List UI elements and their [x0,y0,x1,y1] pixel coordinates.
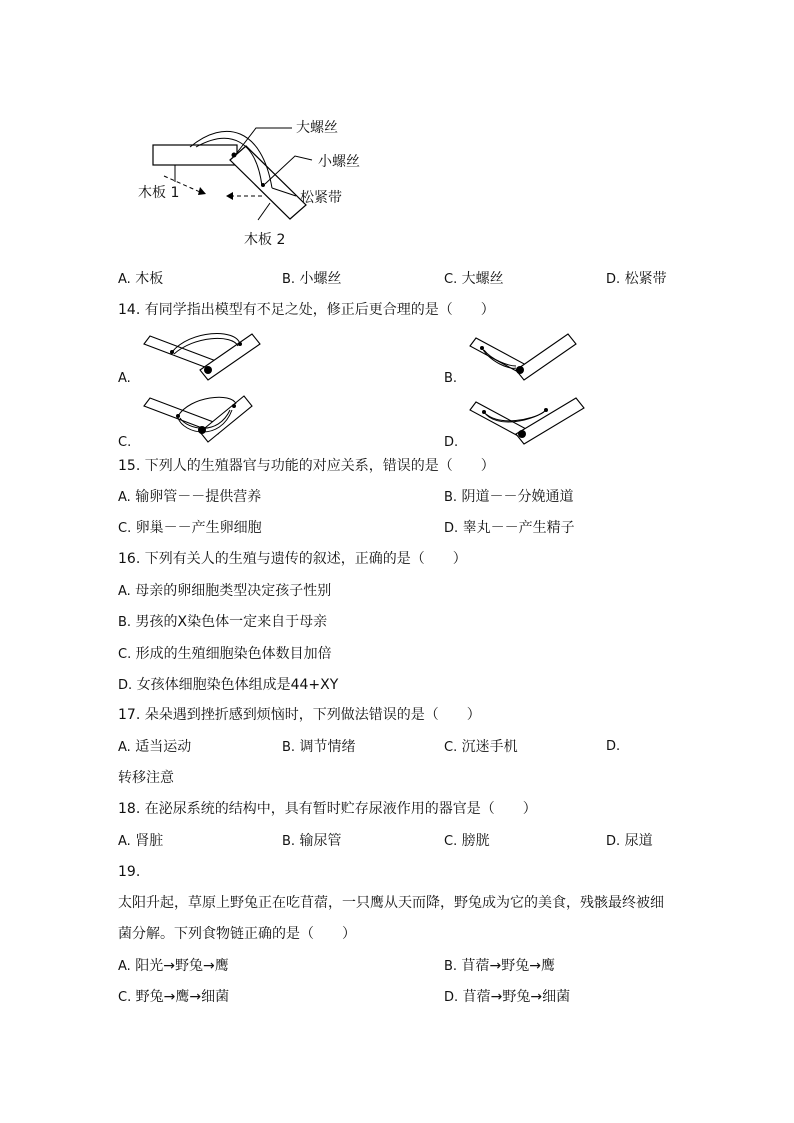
board-1-label: 木板 1 [138,185,180,201]
screw-dot [170,350,174,354]
option-text: 小螺丝 [299,271,342,287]
q14-stem: 14. 有同学指出模型有不足之处，修正后更合理的是（ ） [118,302,495,318]
q18-option-b[interactable] [282,832,342,851]
option-letter: B. [444,959,458,974]
option-letter: D. [444,990,459,1005]
board-2-shape [516,398,584,444]
screw-dot [176,414,180,418]
q18-stem: 18. 在泌尿系统的结构中，具有暂时贮存尿液作用的器官是（ ） [118,801,537,817]
q19-number: 19. [118,864,141,880]
board-2-shape [516,334,576,380]
option-letter: D. [118,678,133,693]
q17-option-c[interactable] [444,738,518,757]
q17-option-b[interactable] [282,738,356,757]
option-text: 肾脏 [135,833,164,849]
small-screw-dot [261,183,265,187]
q14-option-a-letter[interactable]: A. [118,371,131,386]
q14-option-d-letter[interactable]: D. [444,435,459,450]
q16-option-d[interactable] [118,676,338,695]
strap-label: 松紧带 [300,190,342,206]
q14-option-d-figure[interactable] [466,390,596,450]
board-2-label: 木板 2 [244,232,286,248]
option-letter: A. [118,834,131,849]
pivot-screw [518,430,526,438]
motion-arrow-right-head [226,192,233,200]
option-text: 阳光→野兔→鹰 [135,958,229,974]
q13-option-a[interactable] [118,270,163,289]
q14-option-b-figure[interactable] [466,326,596,386]
option-text: 大螺丝 [461,271,504,287]
q18-option-a[interactable] [118,832,163,851]
q16-stem: 16. 下列有关人的生殖与遗传的叙述，正确的是（ ） [118,551,467,567]
joint-model-diagram [0,0,794,260]
motion-arrow-left-head [198,187,206,195]
option-text: 木板 [135,271,164,287]
q15-option-c[interactable] [118,519,262,538]
big-screw-dot [232,153,237,158]
q19-option-c[interactable] [118,988,229,1007]
option-letter: A. [118,272,131,287]
q14-option-c-figure[interactable] [140,388,270,448]
option-letter: B. [282,740,296,755]
option-text: 沉迷手机 [461,739,518,755]
option-letter: C. [118,990,132,1005]
pivot-screw [516,366,524,374]
board-2-shape [200,396,252,442]
option-letter: B. [118,615,132,630]
option-text: 野兔→鹰→细菌 [135,989,230,1005]
screw-dot [544,408,548,412]
option-letter: C. [118,647,132,662]
q14-option-b-letter[interactable]: B. [444,371,458,386]
screw-dot [238,342,242,346]
q15-option-d[interactable] [444,519,575,538]
option-text: 输尿管 [299,833,342,849]
option-text: 阴道－－分娩通道 [461,489,574,505]
option-text: 输卵管－－提供营养 [135,489,262,505]
q13-option-d[interactable] [606,270,667,289]
option-letter: C. [444,272,458,287]
q19-option-b[interactable] [444,957,555,976]
q14-option-a-figure[interactable] [140,326,270,386]
option-text: 膀胱 [461,833,490,849]
q15-option-b[interactable] [444,488,574,507]
option-text: 卵巢－－产生卵细胞 [135,520,262,536]
option-letter: A. [118,584,131,599]
option-letter: C. [444,740,458,755]
option-text: 松紧带 [624,271,667,287]
option-text: 适当运动 [135,739,192,755]
q19-option-d[interactable] [444,988,570,1007]
option-text: 女孩体细胞染色体组成是44+XY [136,677,339,693]
big-screw-label: 大螺丝 [296,120,338,136]
q14-option-c-letter[interactable]: C. [118,435,132,450]
q15-stem: 15. 下列人的生殖器官与功能的对应关系，错误的是（ ） [118,458,495,474]
option-letter: D. [444,521,459,536]
q18-option-d[interactable] [606,832,653,851]
screw-dot [482,410,486,414]
q17-option-a[interactable] [118,738,191,757]
option-text: 形成的生殖细胞染色体数目加倍 [135,646,332,662]
option-letter: D. [606,272,621,287]
q19-option-a[interactable] [118,957,229,976]
option-text: 睾丸－－产生精子 [462,520,575,536]
q17-stem: 17. 朵朵遇到挫折感到烦恼时，下列做法错误的是（ ） [118,707,481,723]
q16-option-b[interactable] [118,613,327,632]
q16-option-c[interactable] [118,645,332,664]
screw-dot [232,404,236,408]
option-text: 母亲的卵细胞类型决定孩子性别 [135,583,332,599]
q17-option-d-text[interactable]: 转移注意 [118,770,174,786]
option-letter: B. [282,272,296,287]
option-text: 尿道 [624,833,653,849]
q17-option-d-letter[interactable]: D. [606,739,621,754]
option-letter: C. [444,834,458,849]
option-letter: A. [118,740,131,755]
option-letter: D. [606,834,621,849]
q18-option-c[interactable] [444,832,490,851]
option-letter: B. [444,490,458,505]
board-1-shape [153,145,237,165]
option-text: 男孩的X染色体一定来自于母亲 [135,614,328,630]
option-text: 苜蓿→野兔→鹰 [461,958,555,974]
option-text: 苜蓿→野兔→细菌 [462,989,571,1005]
q13-option-b[interactable] [282,270,342,289]
option-text: 调节情绪 [299,739,356,755]
option-letter: C. [118,521,132,536]
q13-option-c[interactable] [444,270,504,289]
option-letter: A. [118,490,131,505]
small-screw-label: 小螺丝 [318,154,360,170]
option-letter: B. [282,834,296,849]
board-2-leader [258,203,270,220]
q15-option-a[interactable] [118,488,261,507]
screw-dot [480,346,484,350]
option-letter: A. [118,959,131,974]
q19-stem-line-1: 太阳升起，草原上野兔正在吃苜蓿，一只鹰从天而降，野兔成为它的美食，残骸最终被细 [118,895,664,911]
q19-stem-line-2: 菌分解。下列食物链正确的是（ ） [118,926,356,942]
pivot-screw [198,426,206,434]
q16-option-a[interactable] [118,582,331,601]
pivot-screw [204,366,212,374]
